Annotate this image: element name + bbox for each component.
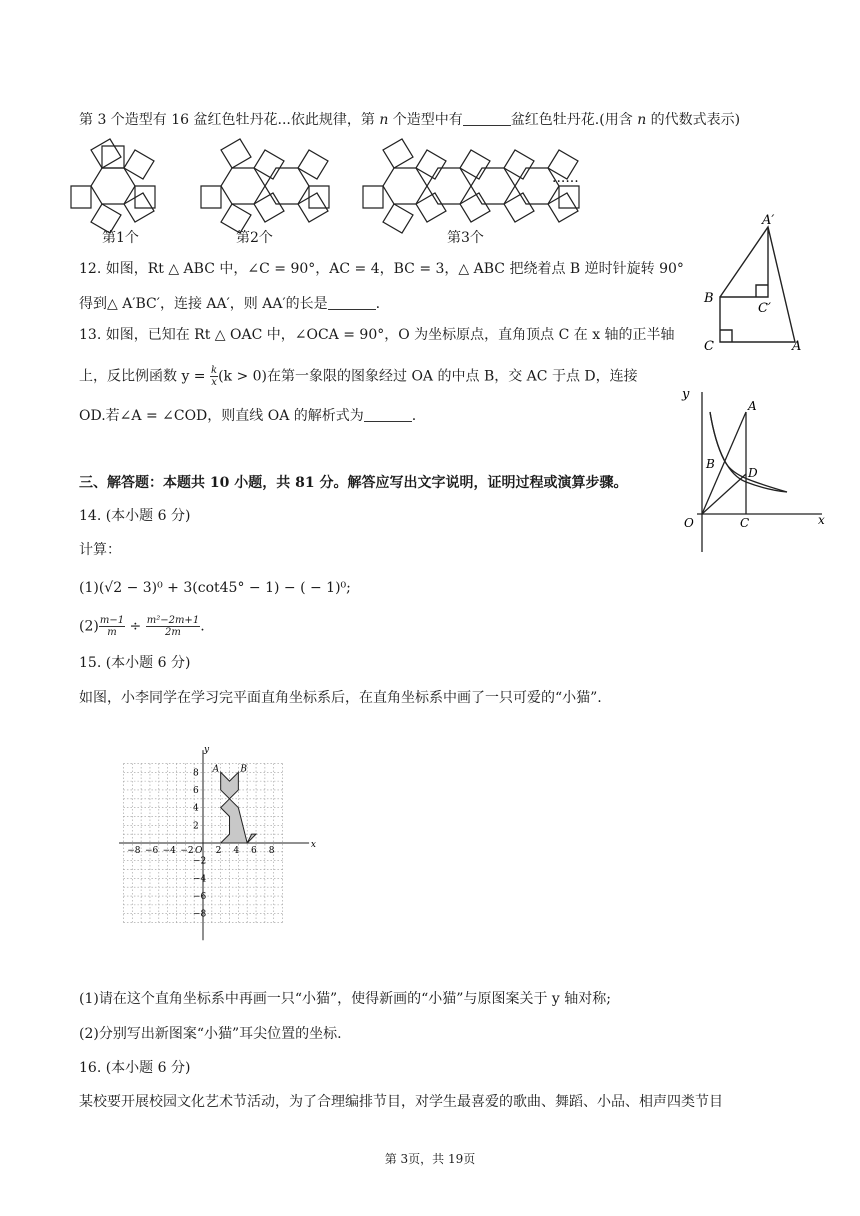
ellipsis: ......	[552, 170, 579, 186]
x-tick-label: −8	[127, 846, 141, 856]
inverse-function-figure	[672, 382, 832, 552]
ear-label-a: A	[212, 764, 220, 775]
y-tick-label: 4	[193, 803, 199, 814]
q14-part2: (2) $\frac{m-1}{m}$ ÷ $\frac{\text{m²−2m+1}}{2m}$ .	[79, 615, 205, 638]
x-tick-label: −6	[144, 846, 159, 856]
label-c: C	[704, 339, 714, 354]
figure-label-3: 第3个	[447, 230, 484, 246]
q14-intro: 计算：	[79, 542, 121, 558]
label-c-prime: C′	[758, 301, 771, 316]
answer-blank[interactable]	[364, 407, 412, 422]
label-a-prime: A′	[762, 213, 775, 228]
answer-blank[interactable]	[328, 295, 376, 310]
label-y: y	[682, 387, 690, 402]
fraction-1: $\frac{m-1}{m}$	[99, 615, 125, 638]
figure-label-2: 第2个	[236, 230, 273, 246]
q11-text: 第 3 个造型有 16 盆红色牡丹花...依此规律，第 n 个造型中有 盆红色牡丹花.(用含 n 的代数式表示)	[79, 112, 741, 128]
label-x: x	[818, 513, 825, 527]
label-o: O	[684, 516, 694, 530]
rotation-triangle-figure	[700, 212, 810, 352]
q14-header: 14. (本小题 6 分)	[79, 508, 191, 524]
pattern-figure-2	[201, 139, 329, 233]
y-tick-label: 2	[193, 821, 199, 832]
label-a: A	[748, 399, 757, 413]
q13-line3: OD.若∠A = ∠COD，则直线 OA 的解析式为 .	[79, 408, 417, 424]
fraction-2: $\frac{\text{m²−2m+1}}{2m}$	[146, 615, 200, 638]
x-tick-label: 8	[268, 846, 275, 856]
q16-line1: 某校要开展校园文化艺术节活动，为了合理编排节目，对学生最喜爱的歌曲、舞蹈、小品、相声四类节目	[79, 1094, 723, 1110]
label-c: C	[740, 516, 750, 530]
q16-header: 16. (本小题 6 分)	[79, 1060, 191, 1076]
fraction-k-over-x: $\frac{k}{x}$	[211, 365, 218, 388]
x-tick-label: 6	[251, 846, 257, 856]
pattern-figure-3	[363, 139, 579, 233]
ear-label-b: B	[240, 764, 247, 775]
figure-label-1: 第1个	[102, 230, 139, 246]
label-d: D	[748, 466, 758, 480]
y-tick-label: 6	[193, 785, 199, 796]
y-tick-label: −6	[193, 892, 207, 903]
pattern-figure-1	[71, 139, 155, 233]
y-tick-label: −4	[193, 874, 207, 885]
q14-part1: (1)(√2 − 3)⁰ + 3(cot45° − 1) − ( − 1)⁰;	[79, 580, 351, 596]
answer-blank[interactable]	[463, 111, 511, 126]
label-b: B	[706, 457, 715, 471]
page-footer: 第 3页，共 19页	[384, 1152, 476, 1166]
peony-pattern-figure	[70, 138, 590, 248]
x-tick-label: −2	[180, 846, 194, 856]
y-axis-label: y	[204, 744, 210, 755]
x-axis-label: x	[310, 840, 316, 850]
q12-line2: 得到△ A′BC′，连接 AA′，则 AA′的长是 .	[79, 296, 381, 312]
x-tick-label: 2	[215, 846, 222, 856]
label-b: B	[704, 291, 714, 306]
origin-label: O	[195, 846, 203, 856]
cat-coordinate-grid	[85, 715, 345, 975]
section-title: 三、解答题：本题共 10 小题，共 81 分。解答应写出文字说明，证明过程或演算步骤。	[79, 475, 628, 491]
q15-part1: (1)请在这个直角坐标系中再画一只“小猫”，使得新画的“小猫”与原图案关于 y 轴对称;	[79, 991, 611, 1007]
q12-line1: 12. 如图，Rt △ ABC 中，∠C = 90°，AC = 4，BC = 3，△ ABC 把绕着点 B 逆时针旋转 90°	[79, 261, 684, 277]
q13-line2: 上，反比例函数 y = $\frac{k}{x}$ (k > 0)在第一象限的图象经过 OA 的中点 B，交 AC 于点 D，连接	[79, 365, 638, 388]
y-tick-label: −2	[193, 856, 207, 867]
q13-line1: 13. 如图，已知在 Rt △ OAC 中，∠OCA = 90°，O 为坐标原点，直角顶点 C 在 x 轴的正半轴	[79, 327, 675, 343]
x-tick-label: −4	[162, 846, 176, 856]
q15-intro: 如图，小李同学在学习完平面直角坐标系后，在直角坐标系中画了一只可爱的“小猫”.	[79, 690, 602, 706]
q15-part2: (2)分别写出新图案“小猫”耳尖位置的坐标.	[79, 1026, 342, 1042]
y-tick-label: −8	[193, 909, 207, 920]
x-tick-label: 4	[233, 846, 240, 856]
label-a: A	[792, 339, 802, 354]
y-tick-label: 8	[193, 768, 199, 779]
q15-header: 15. (本小题 6 分)	[79, 655, 191, 671]
